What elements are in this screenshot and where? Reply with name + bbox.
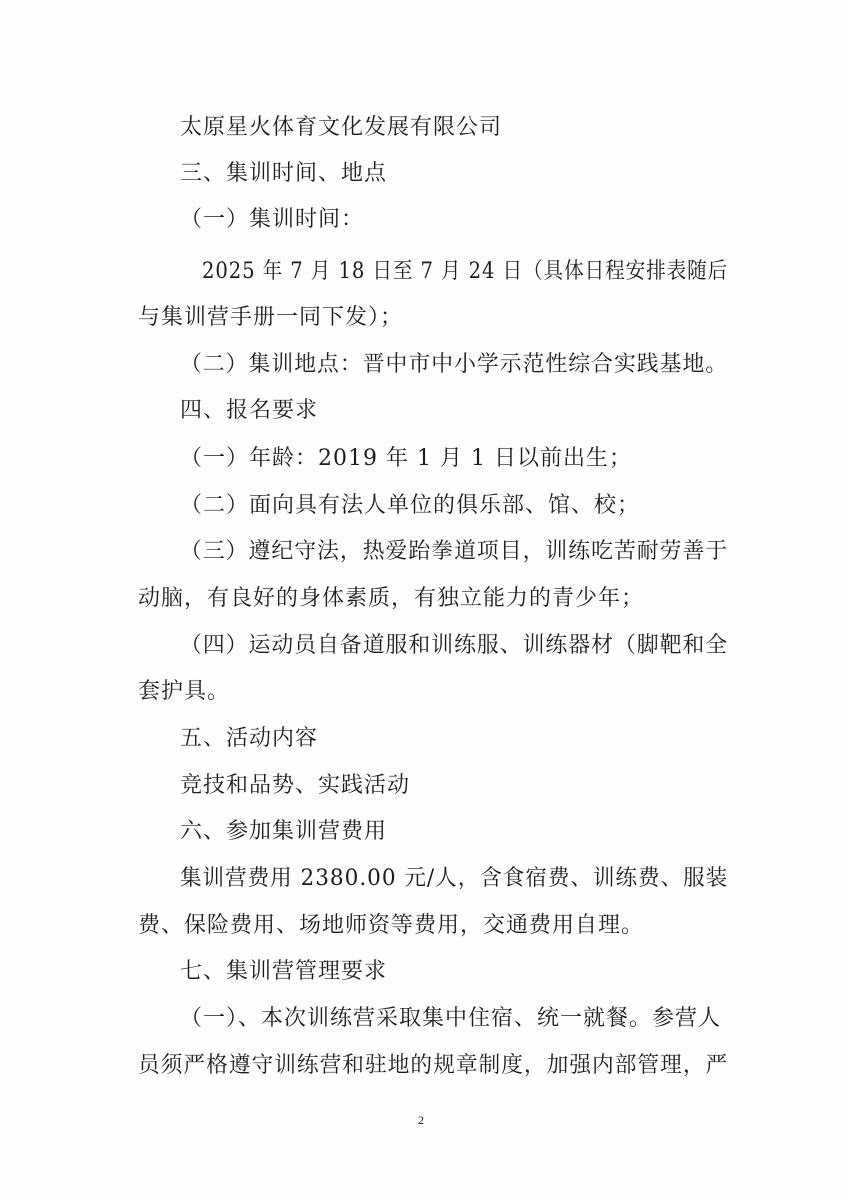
heading-section-5: 五、活动内容 xyxy=(180,726,319,751)
text-line-eligibility: （二）面向具有法人单位的俱乐部、馆、校； xyxy=(180,493,641,518)
text-line-conduct-2: 动脑，有良好的身体素质，有独立能力的青少年； xyxy=(138,586,645,611)
text-line-date-note: 与集训营手册一同下发）； xyxy=(138,305,404,330)
text-line-org-name: 太原星火体育文化发展有限公司 xyxy=(180,115,503,140)
heading-section-6: 六、参加集训营费用 xyxy=(180,819,388,844)
heading-section-4: 四、报名要求 xyxy=(180,398,319,423)
text-line-equipment-2: 套护具。 xyxy=(138,679,231,704)
heading-section-3: 三、集训时间、地点 xyxy=(180,161,388,186)
text-line-fee-2: 费、保险费用、场地师资等费用，交通费用自理。 xyxy=(138,913,645,938)
text-line-conduct-1: （三）遵纪守法，热爱跆拳道项目，训练吃苦耐劳善于 xyxy=(180,539,729,564)
heading-section-7: 七、集训营管理要求 xyxy=(180,959,388,984)
text-line-activities: 竞技和品势、实践活动 xyxy=(180,773,411,798)
page-number: 2 xyxy=(418,1113,424,1127)
text-line-management-2: 员须严格遵守训练营和驻地的规章制度，加强内部管理，严 xyxy=(138,1053,729,1078)
text-line-age-requirement: （一）年龄：2019 年 1 月 1 日以前出生； xyxy=(180,446,632,471)
text-line-equipment-1: （四）运动员自备道服和训练服、训练器材（脚靶和全 xyxy=(180,633,729,658)
text-line-location: （二）集训地点：晋中市中小学示范性综合实践基地。 xyxy=(180,352,729,377)
subheading-training-time: （一）集训时间： xyxy=(180,207,365,232)
text-line-fee-1: 集训营费用 2380.00 元/人，含食宿费、训练费、服装 xyxy=(180,866,729,891)
text-line-management-1: （一）、本次训练营采取集中住宿、统一就餐。参营人 xyxy=(180,1006,722,1031)
text-line-date-range: 2025 年 7 月 18 日至 7 月 24 日（具体日程安排表随后 xyxy=(202,259,729,284)
